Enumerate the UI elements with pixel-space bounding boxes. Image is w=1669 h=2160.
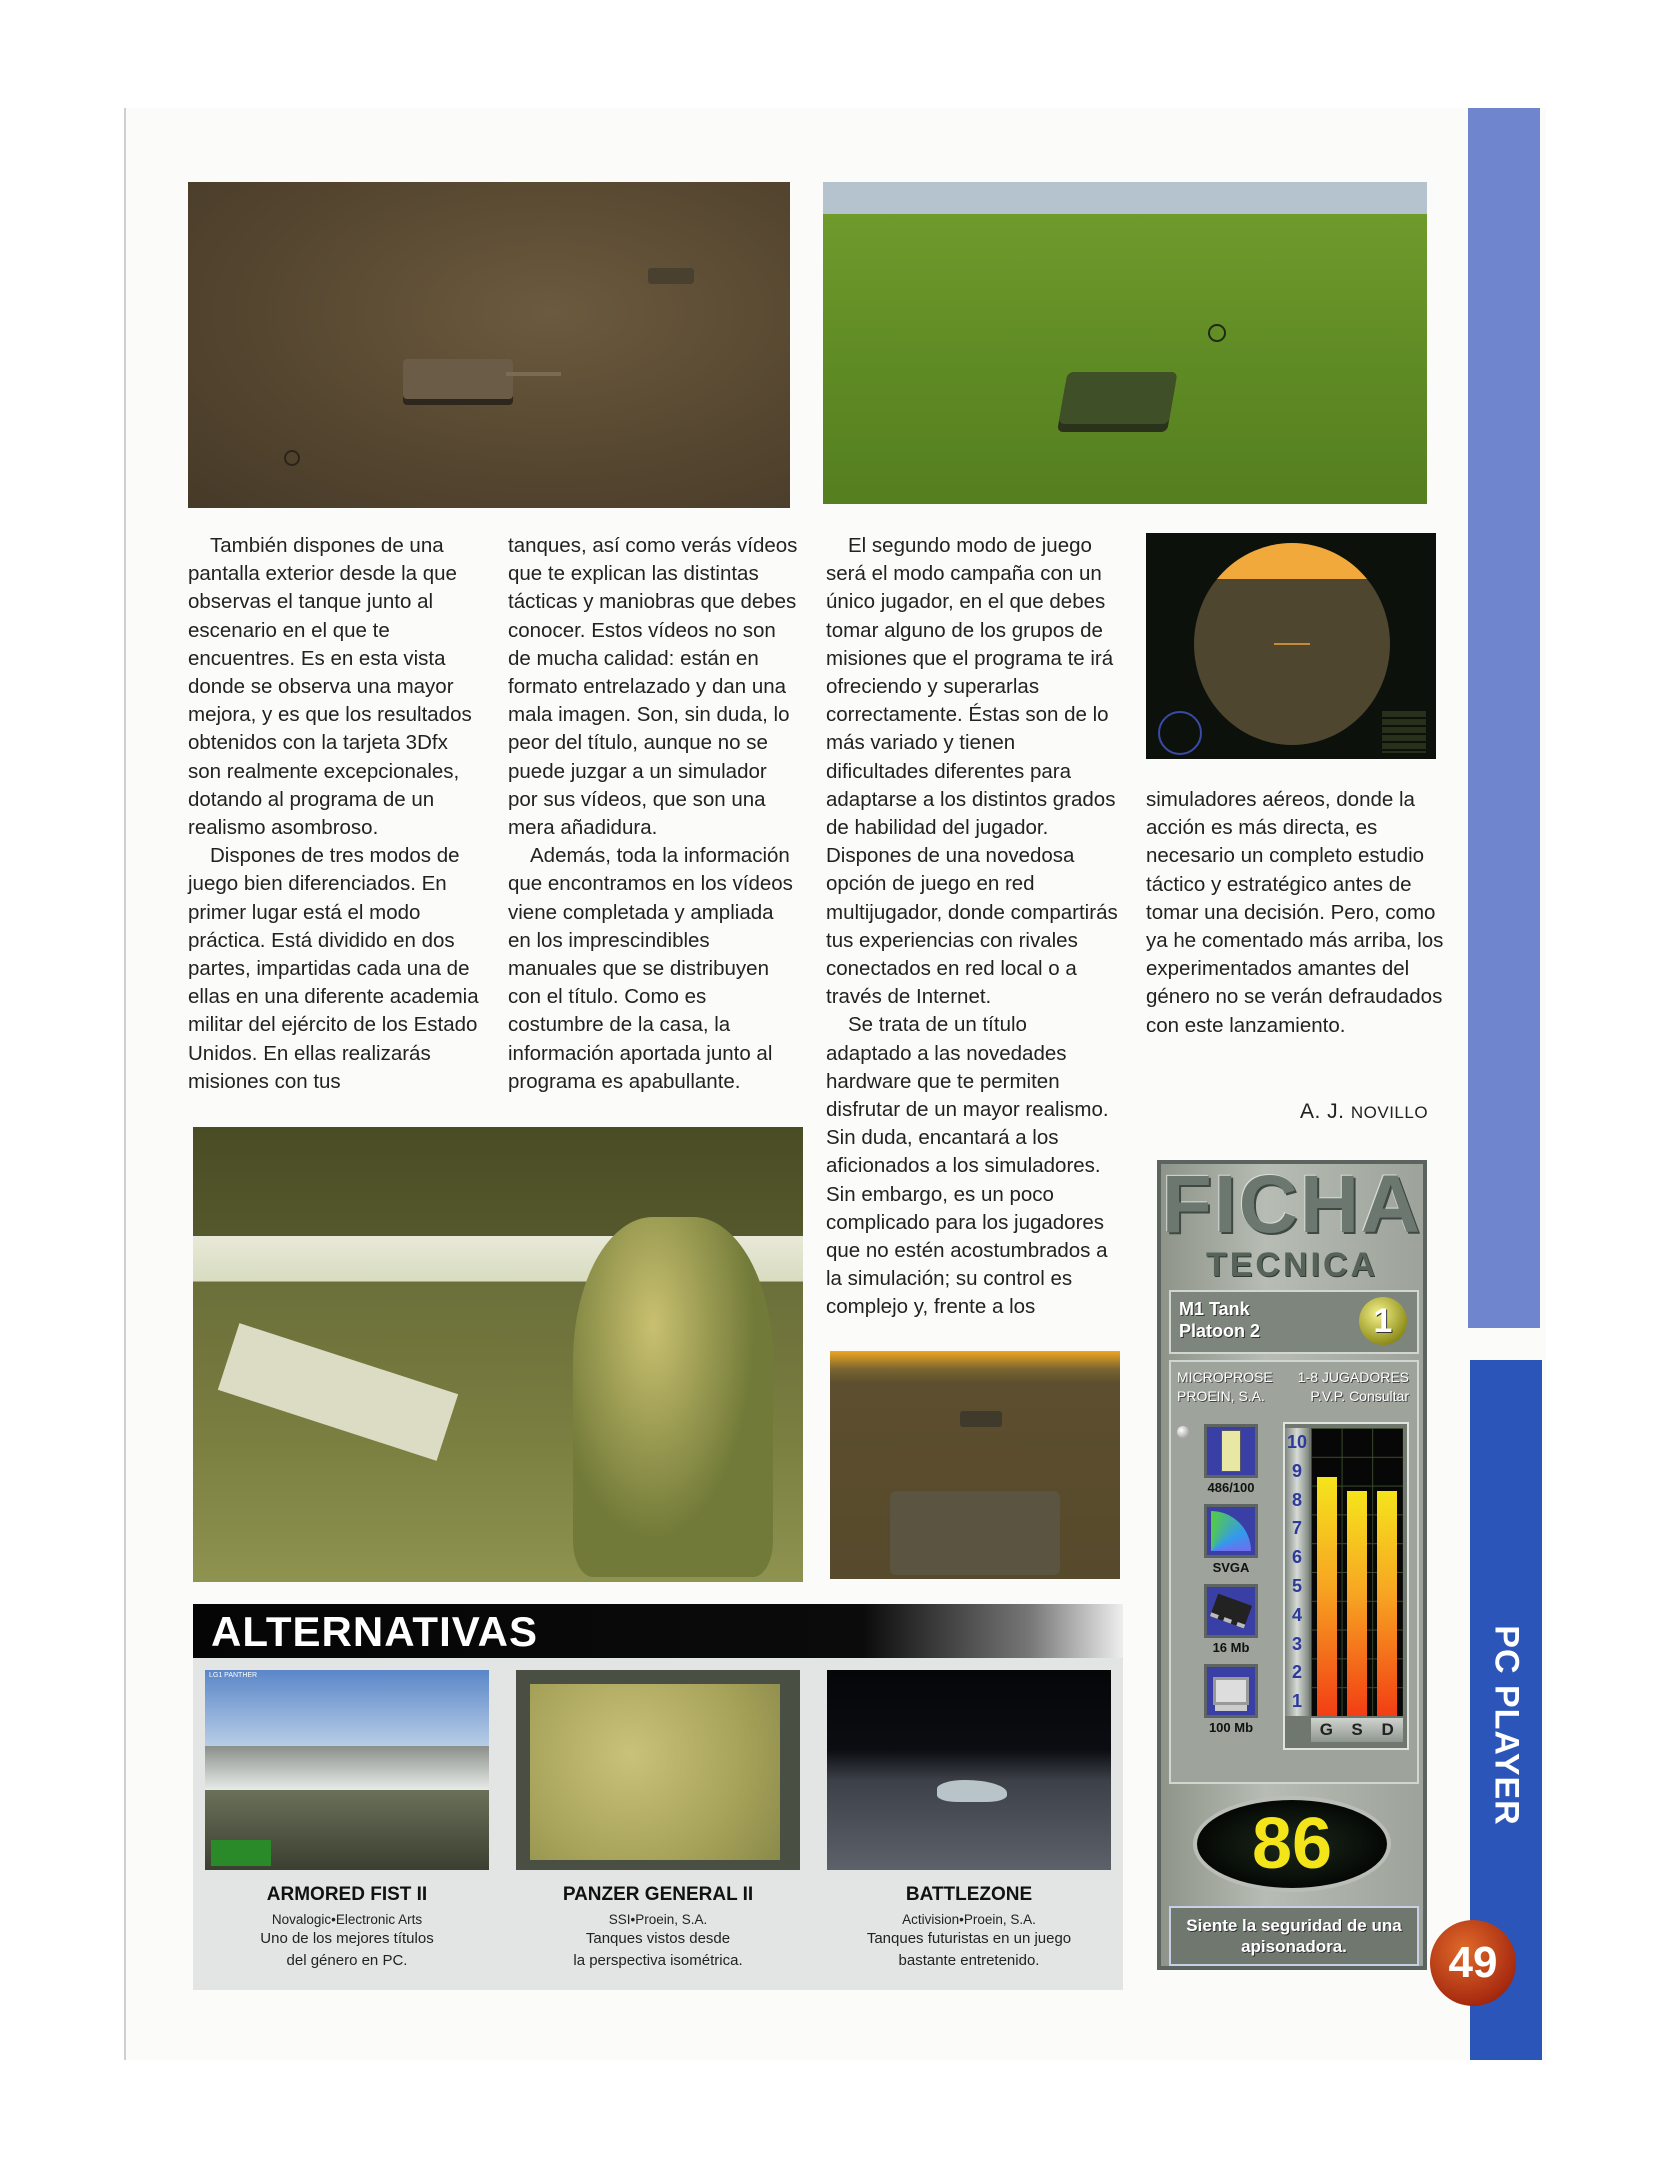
hex-map xyxy=(530,1684,780,1860)
article-column-4 xyxy=(1146,786,1446,1040)
alternative-title: BATTLEZONE xyxy=(905,1884,1033,1905)
score-value: 86 xyxy=(1193,1796,1391,1892)
tank-silhouette xyxy=(1058,372,1177,424)
alternative-title: PANZER GENERAL II xyxy=(562,1884,754,1905)
page-number: 49 xyxy=(1430,1920,1516,2006)
paragraph: Además, toda la información que encontramos en los vídeos viene completada y ampliada en los imprescindibles manuales que se distribuyen con el título. Como es costumbre de la casa, la información aportada junto al programa es apabullante. xyxy=(508,844,793,1093)
minimap xyxy=(211,1840,271,1866)
computer-hdd-icon xyxy=(1204,1664,1258,1718)
alternativas-panel xyxy=(193,1658,1123,1990)
alternative-desc: del género en PC. xyxy=(286,1952,408,1969)
alternative-armored-fist xyxy=(205,1670,489,1971)
ficha-title: FICHA xyxy=(1161,1159,1423,1250)
article-column-1 xyxy=(188,532,480,1096)
alternative-panzer-general xyxy=(516,1670,800,1971)
paragraph: tanques, así como verás vídeos que te explican las distintas tácticas y maniobras que debes conocer. Estos vídeos no son de mucha calidad: están en formato entrelazado y dan una mala imagen. Son, sin duda, lo peor del título, aunque no se puede juzgar a un simulador por sus vídeos, que son una mera añadidura. xyxy=(508,534,798,840)
requirement-video: SVGA xyxy=(1201,1504,1261,1575)
paragraph: Se trata de un título adaptado a las novedades hardware que te permiten disfrutar de un mayor realismo. Sin duda, encantará a los aficionados a los simuladores. Sin embargo, es un poco complicado para los jugadores que no estén acostumbrados a la simulación; su control es complejo y, frente a los xyxy=(826,1013,1109,1319)
article-column-3 xyxy=(826,532,1118,1322)
alternative-publisher: SSI•Proein, S.A. xyxy=(608,1912,708,1927)
game-name-line2: Platoon 2 xyxy=(1179,1321,1261,1341)
hud-label: LG1 PANTHER xyxy=(209,1672,258,1679)
hovertank-silhouette xyxy=(937,1780,1007,1802)
bar-graficos xyxy=(1317,1477,1337,1716)
requirement-cpu: 486/100 xyxy=(1201,1424,1261,1495)
vehicle-silhouette-distant xyxy=(960,1411,1002,1427)
developer: MICROPROSE xyxy=(1177,1369,1273,1385)
rank-badge: 1 xyxy=(1359,1297,1407,1345)
ficha-tecnica-panel xyxy=(1157,1160,1427,1970)
alternative-publisher: Activision•Proein, S.A. xyxy=(902,1912,1036,1927)
article-column-2 xyxy=(508,532,800,1096)
plot-area xyxy=(1311,1428,1403,1716)
paragraph: También dispones de una pantalla exterior desde la que observas el tanque junto al escenario en el que te encuentres. Es en esta vista donde se observa una mayor mejora, y es que los resultados obtenidos con la tarjeta 3Dfx son realmente excepcionales, dotando al programa de un realismo asombroso. xyxy=(188,534,472,840)
bar-sonido xyxy=(1347,1491,1367,1716)
reticle-icon xyxy=(284,450,300,466)
alternativas-header: ALTERNATIVAS xyxy=(193,1604,1123,1658)
alternative-desc: Tanques futuristas en un juego xyxy=(866,1930,1072,1947)
alternative-battlezone xyxy=(827,1670,1111,1971)
game-name-plate xyxy=(1169,1290,1419,1354)
paragraph: Dispones de tres modos de juego bien diferenciados. En primer lugar está el modo práctica. Está dividido en dos partes, impartidas cada una de ellas en una diferente academia militar del ejército de los Estado Unidos. En ellas realizarás misiones con tus xyxy=(188,844,479,1093)
alternative-publisher: Novalogic•Electronic Arts xyxy=(271,1912,423,1927)
reticle-icon xyxy=(1208,324,1226,342)
tank-barrel xyxy=(506,372,561,376)
scope-circle xyxy=(1194,543,1390,745)
compass-icon xyxy=(1158,711,1202,755)
map-sheet xyxy=(218,1323,458,1461)
alternative-desc: bastante entretenido. xyxy=(898,1952,1040,1969)
soldiers-briefing-photo xyxy=(193,1127,803,1582)
distributor: PROEIN, S.A. xyxy=(1177,1388,1265,1404)
svga-rainbow-icon xyxy=(1204,1504,1258,1558)
panzer-general-screenshot xyxy=(516,1670,800,1870)
soldier-figure xyxy=(573,1217,773,1577)
players: 1-8 JUGADORES xyxy=(1297,1369,1409,1385)
rivet-icon xyxy=(1177,1426,1189,1438)
alternative-title: ARMORED FIST II xyxy=(266,1884,428,1905)
ficha-info-panel xyxy=(1169,1360,1419,1784)
cpu-icon xyxy=(1204,1424,1258,1478)
requirement-ram: 16 Mb xyxy=(1201,1584,1261,1655)
ram-chip-icon xyxy=(1204,1584,1258,1638)
x-axis: G S D xyxy=(1311,1718,1403,1742)
author-byline: A. J. NOVILLO xyxy=(1300,1100,1429,1123)
paragraph: simuladores aéreos, donde la acción es más directa, es necesario un completo estudio táctico y estratégico antes de tomar una decisión. Pero, como ya he comentado más arriba, los experimentados amantes del género no se verán defraudados con este lanzamiento. xyxy=(1146,788,1444,1037)
vehicle-silhouette xyxy=(890,1491,1060,1575)
battlezone-screenshot xyxy=(827,1670,1111,1870)
crosshair-icon xyxy=(1274,643,1310,645)
rating-bar-chart xyxy=(1283,1422,1409,1750)
alternative-desc: la perspectiva isométrica. xyxy=(573,1952,743,1969)
bar-diversion xyxy=(1377,1491,1397,1716)
armored-fist-screenshot xyxy=(205,1670,489,1870)
bradley-ifv-screenshot xyxy=(830,1351,1120,1579)
score-panel xyxy=(1169,1790,1415,1896)
game-name-line1: M1 Tank xyxy=(1179,1299,1250,1319)
price: P.V.P. Consultar xyxy=(1310,1388,1409,1404)
alternative-desc: Tanques vistos desde xyxy=(585,1930,731,1947)
verdict-caption: Siente la seguridad de una apisonadora. xyxy=(1169,1906,1419,1966)
grassland-tank-screenshot xyxy=(823,182,1427,504)
desert-tank-screenshot xyxy=(188,182,790,508)
alternative-desc: Uno de los mejores títulos xyxy=(260,1930,434,1947)
hud-readout xyxy=(1382,711,1426,753)
gunsight-view-screenshot xyxy=(1146,533,1436,759)
ficha-subtitle: TECNICA xyxy=(1205,1246,1379,1284)
spine-band-top xyxy=(1468,108,1540,1328)
sky-band xyxy=(1194,543,1390,579)
tank-silhouette-distant xyxy=(648,268,694,284)
magazine-name: PC PLAYER xyxy=(1487,1624,1526,1826)
tank-silhouette xyxy=(403,359,513,399)
y-axis: 10 9 8 7 6 5 4 3 2 1 xyxy=(1285,1428,1309,1716)
paragraph: El segundo modo de juego será el modo campaña con un único jugador, en el que debes tomar alguno de los grupos de misiones que el programa te irá ofreciendo y superarlas correctamente. Éstas son de lo más variado y tienen dificultades diferentes para adaptarse a los distintos grados de habilidad del jugador. Dispones de una novedosa opción de juego en red multijugador, donde compartirás tus experiencias con rivales conectados en red local o a través de Internet. xyxy=(826,534,1118,1009)
requirement-disk: 100 Mb xyxy=(1201,1664,1261,1735)
